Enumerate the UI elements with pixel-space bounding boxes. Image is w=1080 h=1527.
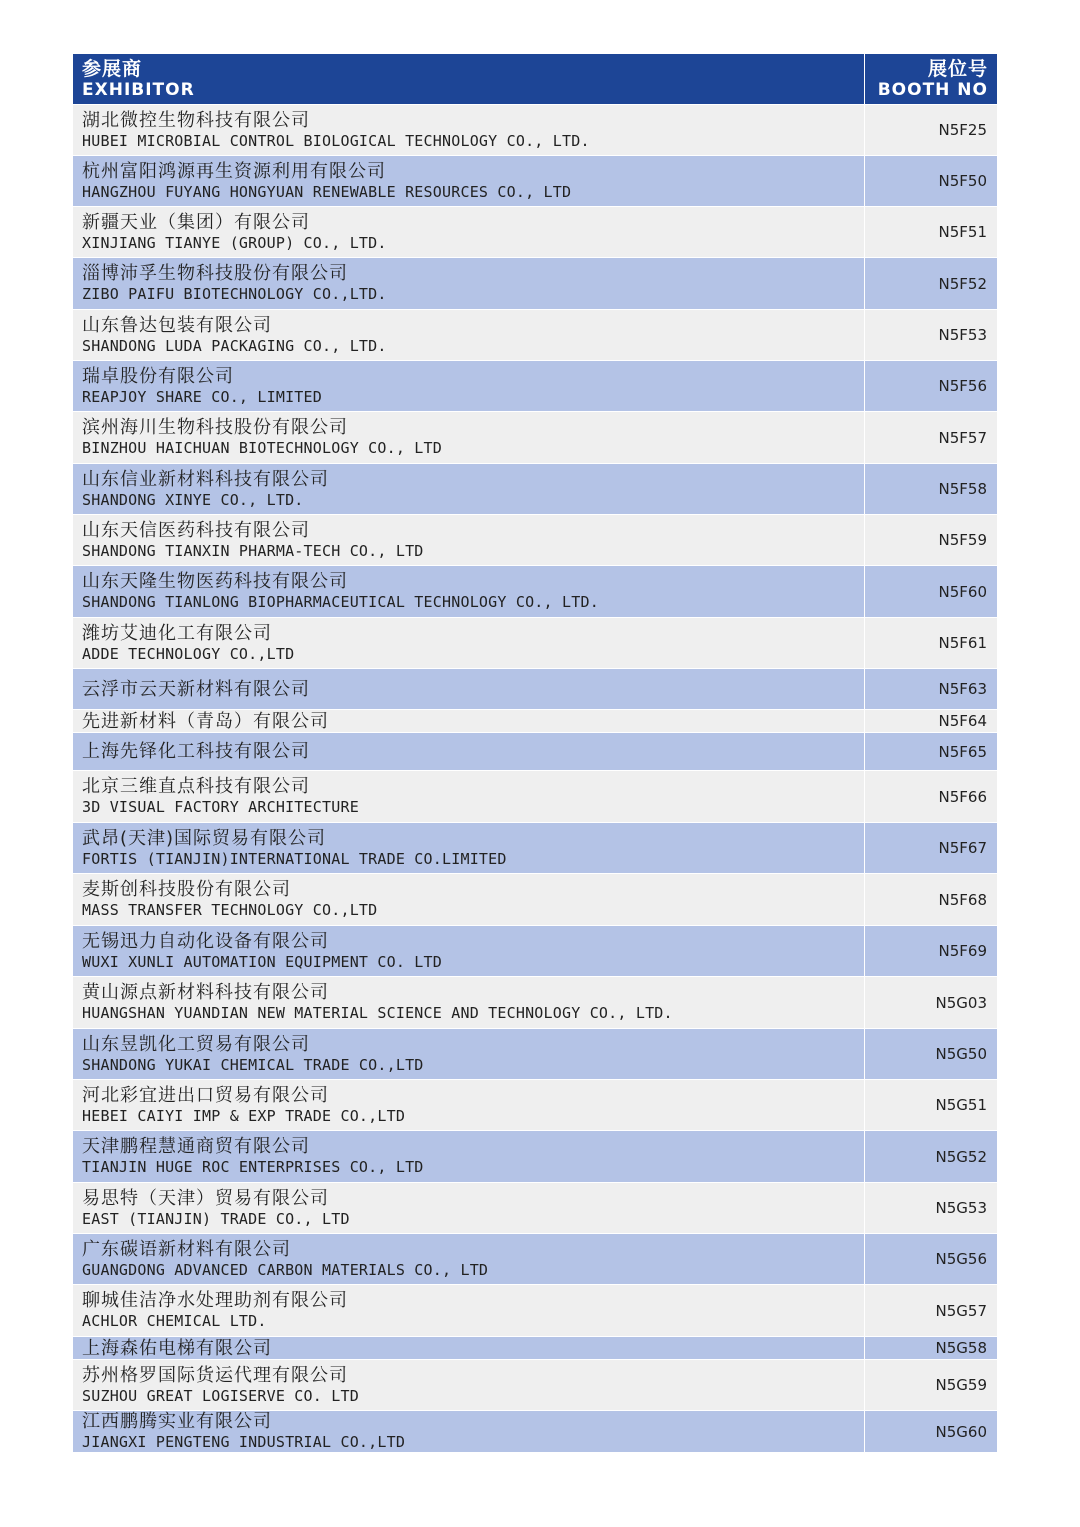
exhibitor-name-zh: 潍坊艾迪化工有限公司	[82, 622, 272, 644]
table-row	[73, 710, 998, 733]
exhibitor-name-en: XINJIANG TIANYE (GROUP) CO., LTD.	[82, 233, 387, 252]
exhibitor-cell	[73, 464, 865, 515]
table-row	[73, 771, 998, 823]
table-row	[73, 207, 998, 258]
exhibitor-cell	[73, 618, 865, 669]
exhibitor-name-en: SHANDONG XINYE CO., LTD.	[82, 490, 304, 509]
table-row	[73, 669, 998, 710]
exhibitor-name-zh: 无锡迅力自动化设备有限公司	[82, 930, 329, 952]
exhibitor-cell	[73, 412, 865, 464]
exhibitor-name-en: BINZHOU HAICHUAN BIOTECHNOLOGY CO., LTD	[82, 439, 442, 457]
exhibitor-name-zh: 河北彩宜进出口贸易有限公司	[82, 1084, 329, 1106]
exhibitor-name-zh: 武昂(天津)国际贸易有限公司	[82, 827, 327, 849]
exhibitor-name-en: ACHLOR CHEMICAL LTD.	[82, 1312, 267, 1330]
exhibitor-cell	[73, 1080, 865, 1131]
exhibitor-cell	[73, 926, 865, 977]
booth-number: N5F53	[865, 310, 998, 361]
exhibitor-name-zh: 山东天隆生物医药科技有限公司	[82, 571, 348, 592]
exhibitor-name-zh: 云浮市云天新材料有限公司	[82, 678, 310, 700]
exhibitor-name-en: HEBEI CAIYI IMP & EXP TRADE CO.,LTD	[82, 1106, 406, 1125]
exhibitor-name-en: REAPJOY SHARE CO., LIMITED	[82, 387, 322, 406]
exhibitor-cell	[73, 874, 865, 926]
booth-number: N5G52	[865, 1131, 998, 1183]
booth-number: N5G03	[865, 977, 998, 1029]
table-header	[73, 54, 998, 105]
table-row	[73, 618, 998, 669]
exhibitor-name-zh: 山东信业新材料科技有限公司	[82, 468, 329, 490]
booth-number: N5G57	[865, 1285, 998, 1337]
table-row	[73, 310, 998, 361]
exhibitor-name-zh: 广东碳语新材料有限公司	[82, 1238, 291, 1260]
table-row	[73, 1360, 998, 1411]
table-row	[73, 464, 998, 515]
exhibitor-cell	[73, 1029, 865, 1080]
exhibitor-table	[72, 53, 998, 1453]
booth-number: N5F57	[865, 412, 998, 464]
table-row	[73, 1285, 998, 1337]
exhibitor-cell	[73, 1360, 865, 1411]
exhibitor-name-zh: 北京三维直点科技有限公司	[82, 776, 310, 797]
booth-number: N5F58	[865, 464, 998, 515]
exhibitor-name-zh: 麦斯创科技股份有限公司	[82, 879, 291, 900]
booth-number: N5F60	[865, 566, 998, 618]
exhibitor-name-en: SHANDONG TIANLONG BIOPHARMACEUTICAL TECHNOLOGY CO., LTD.	[82, 593, 599, 611]
exhibitor-header-en: EXHIBITOR	[82, 80, 195, 100]
exhibitor-name-zh: 新疆天业（集团）有限公司	[82, 211, 310, 233]
exhibitor-column-header	[73, 54, 865, 105]
exhibitor-name-zh: 先进新材料（青岛）有限公司	[82, 710, 329, 732]
exhibitor-name-zh: 天津鹏程慧通商贸有限公司	[82, 1136, 310, 1157]
exhibitor-name-zh: 黄山源点新材料科技有限公司	[82, 982, 329, 1003]
table-row	[73, 926, 998, 977]
table-row	[73, 361, 998, 412]
exhibitor-cell	[73, 105, 865, 156]
exhibitor-name-zh: 山东天信医药科技有限公司	[82, 519, 310, 541]
exhibitor-name-en: HUBEI MICROBIAL CONTROL BIOLOGICAL TECHNOLOGY CO., LTD.	[82, 131, 590, 150]
exhibitor-name-zh: 聊城佳洁净水处理助剂有限公司	[82, 1290, 348, 1311]
exhibitor-cell	[73, 977, 865, 1029]
exhibitor-cell	[73, 515, 865, 566]
exhibitor-name-en: TIANJIN HUGE ROC ENTERPRISES CO., LTD	[82, 1158, 424, 1176]
table-row	[73, 258, 998, 310]
exhibitor-cell	[73, 1183, 865, 1234]
exhibitor-cell	[73, 207, 865, 258]
table-row	[73, 823, 998, 874]
exhibitor-cell	[73, 733, 865, 771]
booth-number: N5G51	[865, 1080, 998, 1131]
booth-number: N5F65	[865, 733, 998, 771]
table-row	[73, 1029, 998, 1080]
exhibitor-name-en: SUZHOU GREAT LOGISERVE CO. LTD	[82, 1386, 359, 1405]
exhibitor-name-zh: 上海先铎化工科技有限公司	[82, 741, 310, 762]
exhibitor-name-zh: 滨州海川生物科技股份有限公司	[82, 417, 348, 438]
booth-number: N5G50	[865, 1029, 998, 1080]
exhibitor-name-zh: 杭州富阳鸿源再生资源利用有限公司	[82, 160, 386, 182]
booth-header-zh: 展位号	[927, 58, 988, 80]
exhibitor-cell	[73, 156, 865, 207]
exhibitor-name-en: JIANGXI PENGTENG INDUSTRIAL CO.,LTD	[82, 1433, 406, 1451]
exhibitor-name-en: ZIBO PAIFU BIOTECHNOLOGY CO.,LTD.	[82, 285, 387, 303]
exhibitor-cell	[73, 771, 865, 823]
exhibitor-name-zh: 山东昱凯化工贸易有限公司	[82, 1033, 310, 1055]
exhibitor-name-zh: 上海森佑电梯有限公司	[82, 1337, 272, 1359]
exhibitor-cell	[73, 823, 865, 874]
table-row	[73, 1080, 998, 1131]
booth-number: N5F68	[865, 874, 998, 926]
exhibitor-name-en: SHANDONG TIANXIN PHARMA-TECH CO., LTD	[82, 541, 424, 560]
table-row	[73, 977, 998, 1029]
exhibitor-cell	[73, 258, 865, 310]
booth-number: N5G59	[865, 1360, 998, 1411]
exhibitor-cell	[73, 1337, 865, 1360]
exhibitor-name-zh: 苏州格罗国际货运代理有限公司	[82, 1364, 348, 1386]
booth-number: N5F67	[865, 823, 998, 874]
booth-number: N5F63	[865, 669, 998, 710]
booth-number: N5G60	[865, 1411, 998, 1453]
booth-number: N5F59	[865, 515, 998, 566]
exhibitor-name-en: EAST (TIANJIN) TRADE CO., LTD	[82, 1209, 350, 1228]
table-row	[73, 566, 998, 618]
table-row	[73, 1131, 998, 1183]
exhibitor-cell	[73, 1411, 865, 1453]
booth-number: N5G58	[865, 1337, 998, 1360]
booth-number: N5F66	[865, 771, 998, 823]
exhibitor-cell	[73, 310, 865, 361]
table-row	[73, 1183, 998, 1234]
table-row	[73, 1337, 998, 1360]
booth-number: N5F61	[865, 618, 998, 669]
booth-number: N5F64	[865, 710, 998, 733]
table-row	[73, 1234, 998, 1285]
booth-number: N5F56	[865, 361, 998, 412]
table-row	[73, 515, 998, 566]
booth-number: N5G56	[865, 1234, 998, 1285]
exhibitor-name-zh: 易思特（天津）贸易有限公司	[82, 1187, 329, 1209]
exhibitor-name-en: SHANDONG YUKAI CHEMICAL TRADE CO.,LTD	[82, 1055, 424, 1074]
exhibitor-cell	[73, 669, 865, 710]
exhibitor-list	[72, 53, 997, 1453]
exhibitor-name-en: SHANDONG LUDA PACKAGING CO., LTD.	[82, 336, 387, 355]
exhibitor-name-en: HANGZHOU FUYANG HONGYUAN RENEWABLE RESOURCES CO., LTD	[82, 182, 572, 201]
exhibitor-cell	[73, 566, 865, 618]
exhibitor-cell	[73, 710, 865, 733]
exhibitor-name-zh: 江西鹏腾实业有限公司	[82, 1411, 272, 1432]
booth-number: N5G53	[865, 1183, 998, 1234]
table-row	[73, 156, 998, 207]
exhibitor-cell	[73, 1285, 865, 1337]
table-row	[73, 1411, 998, 1453]
booth-header-en: BOOTH NO	[877, 80, 988, 100]
exhibitor-cell	[73, 1234, 865, 1285]
exhibitor-name-zh: 湖北微控生物科技有限公司	[82, 109, 310, 131]
exhibitor-name-en: WUXI XUNLI AUTOMATION EQUIPMENT CO. LTD	[82, 952, 442, 971]
exhibitor-name-zh: 山东鲁达包装有限公司	[82, 314, 272, 336]
exhibitor-name-en: HUANGSHAN YUANDIAN NEW MATERIAL SCIENCE AND TECHNOLOGY CO., LTD.	[82, 1004, 673, 1022]
booth-number: N5F69	[865, 926, 998, 977]
table-row	[73, 105, 998, 156]
booth-number: N5F25	[865, 105, 998, 156]
exhibitor-header-zh: 参展商	[82, 58, 143, 80]
exhibitor-cell	[73, 1131, 865, 1183]
exhibitor-name-en: MASS TRANSFER TECHNOLOGY CO.,LTD	[82, 901, 378, 919]
booth-number: N5F52	[865, 258, 998, 310]
booth-number: N5F50	[865, 156, 998, 207]
exhibitor-name-en: GUANGDONG ADVANCED CARBON MATERIALS CO., LTD	[82, 1260, 489, 1279]
exhibitor-name-en: ADDE TECHNOLOGY CO.,LTD	[82, 644, 295, 663]
booth-number: N5F51	[865, 207, 998, 258]
exhibitor-cell	[73, 361, 865, 412]
table-row	[73, 412, 998, 464]
exhibitor-name-en: FORTIS (TIANJIN)INTERNATIONAL TRADE CO.LIMITED	[82, 849, 507, 868]
exhibitor-name-en: 3D VISUAL FACTORY ARCHITECTURE	[82, 798, 359, 816]
table-row	[73, 874, 998, 926]
booth-column-header	[865, 54, 998, 105]
exhibitor-name-zh: 瑞卓股份有限公司	[82, 365, 234, 387]
exhibitor-name-zh: 淄博沛孚生物科技股份有限公司	[82, 263, 348, 284]
table-row	[73, 733, 998, 771]
